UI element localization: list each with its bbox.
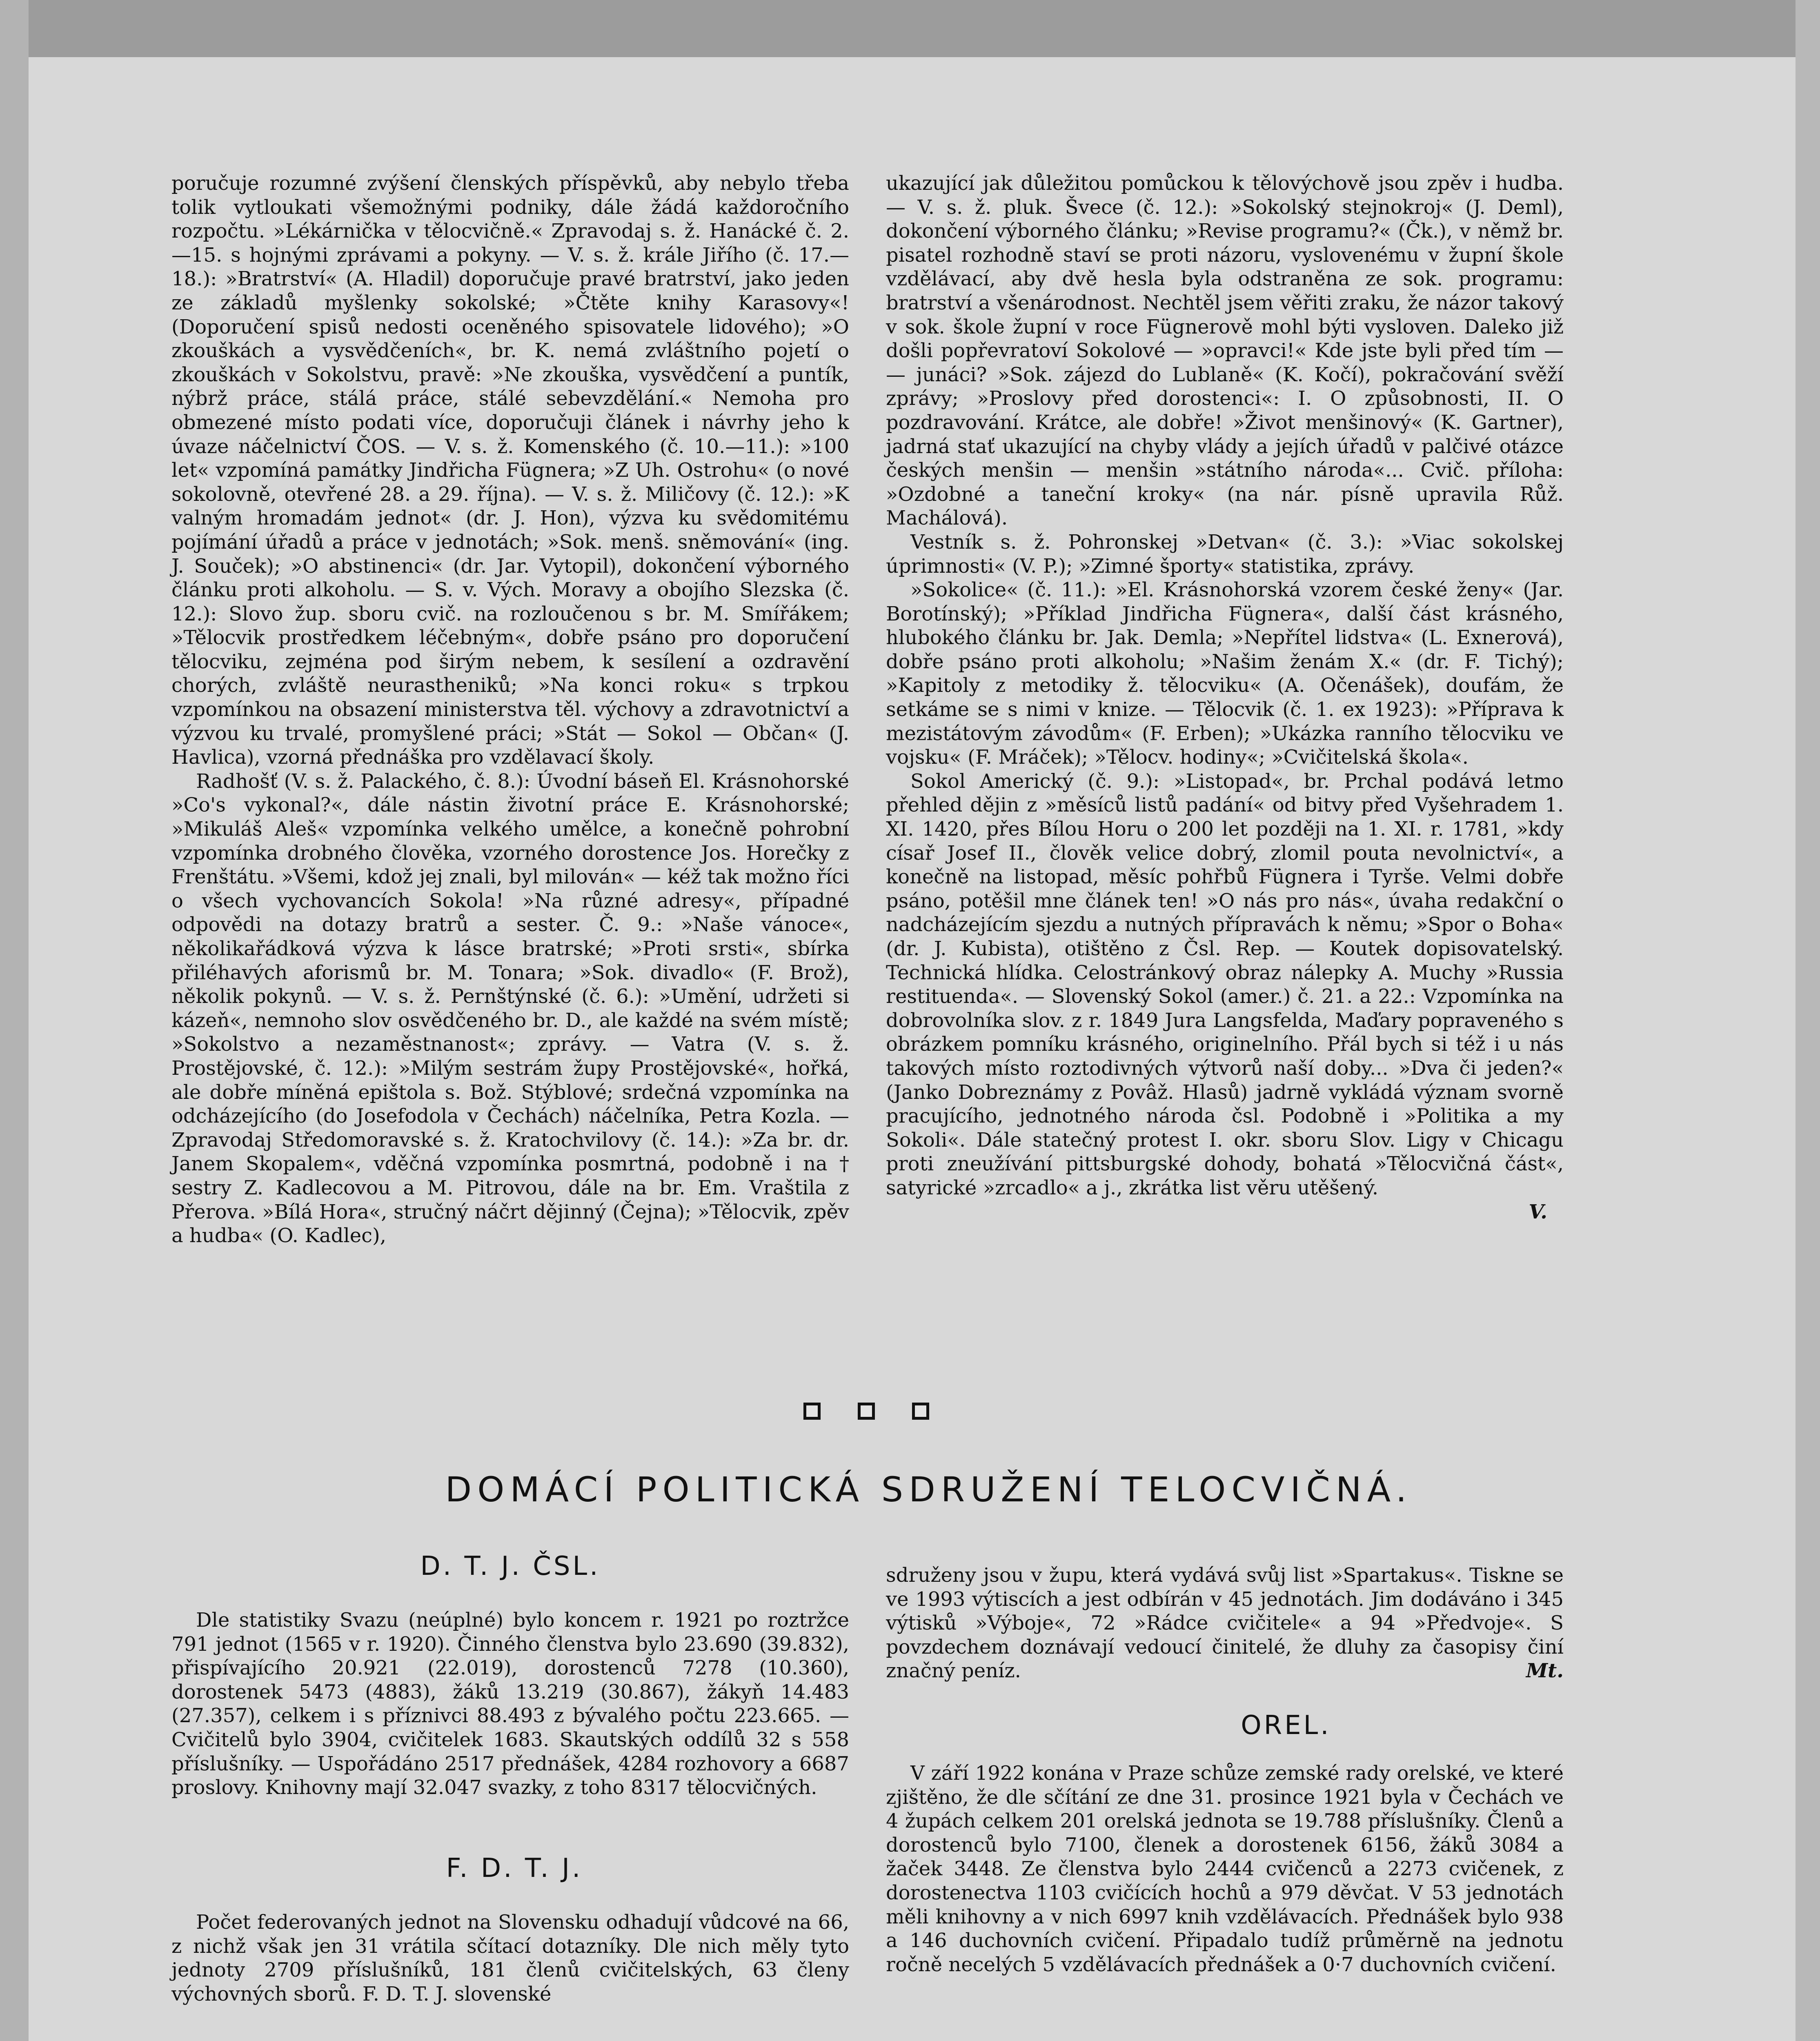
fdtj-article-continued <box>886 1563 1564 1683</box>
scan-left-edge <box>0 0 29 2041</box>
divider-square-icon <box>858 1403 875 1420</box>
dtj-article <box>171 1608 849 1800</box>
divider-square-icon <box>912 1403 929 1420</box>
divider-square-icon <box>803 1403 821 1420</box>
orel-heading: OREL. <box>1241 1710 1331 1741</box>
section-heading: DOMÁCÍ POLITICKÁ SDRUŽENÍ TELOCVIČNÁ. <box>445 1470 1413 1510</box>
right-paragraph-2: Vestník s. ž. Pohronskej »Detvan« (č. 3.): »Viac sokolskej úprimnosti« (V. P.); »Zimné športy« statistika, zprávy. <box>886 530 1564 578</box>
orel-article <box>886 1761 1564 1977</box>
fdtj-article <box>171 1910 849 2006</box>
left-paragraph-2: Radhošť (V. s. ž. Palackého, č. 8.): Úvodní báseň El. Krásnohorské »Co's vykonal?«, dále nástin životní práce E. Krásnohorské; »Mikuláš Aleš« vzpomínka velkého umělce, a konečně pohrobní vzpomínka drobného člověka, vzorného dorostence Jos. Horečky z Frenštátu. »Všemi, kdož jej znali, byl milován« — kéž tak možno říci o všech vychovancích Sokola! »Na různé adresy«, případné odpovědi na dotazy bratrů a sester. Č. 9.: »Naše vánoce«, několikařádková výzva k lásce bratrské; »Proti srsti«, sbírka přiléhavých aforismů br. M. Tonara; »Sok. divadlo« (F. Brož), několik pokynů. — V. s. ž. Pernštýnské (č. 6.): »Umění, udržeti si kázeň«, nemnoho slov osvědčeného br. D., ale každé na svém místě; »Sokolstvo a nezaměstnanost«; zprávy. — Vatra (V. s. ž. Prostějovské, č. 12.): »Milým sestrám župy Prostějovské«, hořká, ale dobře míněná epištola s. Bož. Stýblové; srdečná vzpomínka na odcházejícího (do Josefodola v Čechách) náčelníka, Petra Kozla. — Zpravodaj Středomoravské s. ž. Kratochvilovy (č. 14.): »Za br. dr. Janem Skopalem«, vděčná vzpomínka posmrtná, podobně i na † sestry Z. Kadlecovou a M. Pitrovou, dále na br. Em. Vraštila z Přerova. »Bílá Hora«, stručný náčrt dějinný (Čejna); »Tělocvik, zpěv a hudba« (O. Kadlec), <box>171 769 849 1247</box>
fdtj-signature: Mt. <box>1526 1659 1564 1683</box>
fdtj-heading: F. D. T. J. <box>446 1853 583 1883</box>
left-paragraph-1: poručuje rozumné zvýšení členských příspěvků, aby nebylo třeba tolik vytloukati všemožnými podniky, dále žádá každoročního rozpočtu. »Lékárnička v tělocvičně.« Zpravodaj s. ž. Hanácké č. 2.—15. s hojnými zprávami a pokyny. — V. s. ž. krále Jiřího (č. 17.—18.): »Bratrství« (A. Hladil) doporučuje pravé bratrství, jako jeden ze základů myšlenky sokolské; »Čtěte knihy Karasovy«! (Doporučení spisů nedosti oceněného spisovatele lidového); »O zkouškách a vysvědčeních«, br. K. nemá zvláštního pojetí o zkouškách v Sokolstvu, pravě: »Ne zkouška, vysvědčení a puntík, nýbrž práce, stálá práce, stálé sebevzdělání.« Nemoha pro obmezené místo podati více, doporučuji článek i návrhy jeho k úvaze náčelnictví ČOS. — V. s. ž. Komenského (č. 10.—11.): »100 let« vzpomíná památky Jindřicha Fügnera; »Z Uh. Ostrohu« (o nové sokolovně, otevřené 28. a 29. října). — V. s. ž. Miličovy (č. 12.): »K valným hromadám jednot« (dr. J. Hon), výzva ku svědomitému pojímání úřadů a práce v jednotách; »Sok. menš. sněmování« (ing. J. Souček); »O abstinenci« (dr. Jar. Vytopil), dokončení výborného článku proti alkoholu. — S. v. Vých. Moravy a obojího Slezska (č. 12.): Slovo žup. sboru cvič. na rozloučenou s br. M. Smířákem; »Tělocvik prostředkem léčebným«, dobře psáno pro doporučení tělocviku, zejména pod širým nebem, k sesílení a ozdravění chorých, zvláště neurastheniků; »Na konci roku« s trpkou vzpomínkou na obsazení ministerstva těl. výchovy a zdravotnictví a výzvou ku trvalé, promyšlené práci; »Stát — Sokol — Občan« (J. Havlica), vzorná přednáška pro vzdělavací školy. <box>171 172 849 769</box>
dtj-heading: D. T. J. ČSL. <box>420 1551 601 1581</box>
right-paragraph-4: Sokol Americký (č. 9.): »Listopad«, br. Prchal podává letmo přehled dějin z »měsíců listů padání« od bitvy před Vyšehradem 1. XI. 1420, přes Bílou Horu o 200 let později na 1. XI. r. 1781, »kdy císař Josef II., člověk velice dobrý, zlomil pouta nevolnictví«, a konečně na listopad, měsíc pohřbů Fügnera i Tyrše. Velmi dobře psáno, potěšil mne článek ten! »O nás pro nás«, úvaha redakční o nadcházejícím sjezdu a nutných přípravách k němu; »Spor o Boha« (dr. J. Kubista), otištěno z Čsl. Rep. — Koutek dopisovatelský. Technická hlídka. Celostránkový obraz nálepky A. Muchy »Russia restituenda«. — Slovenský Sokol (amer.) č. 21. a 22.: Vzpomínka na dobrovolníka slov. z r. 1849 Jura Langsfelda, Maďary popraveného s obrázkem pomníku krásného, originelního. Přál bych si též i u nás takových místo roztodivných výtvorů naší doby... »Dva či jeden?« (Janko Dobreznámy z Povâž. Hlasů) jadrně vykládá význam svorně pracujícího, jednotného národa čsl. Podobně i »Politika a my Sokoli«. Dále statečný protest I. okr. sboru Slov. Ligy v Chicagu proti zneužívání pittsburgské dohody, bohatá »Tělocvičná část«, satyrické »zrcadlo« a j., zkrátka list věru utěšený. <box>886 769 1564 1199</box>
right-paragraph-1: ukazující jak důležitou pomůckou k tělovýchově jsou zpěv i hudba. — V. s. ž. pluk. Švece (č. 12.): »Sokolský stejnokroj« (J. Deml), dokončení výborného článku; »Revise programu?« (Čk.), v němž br. pisatel rozhodně staví se proti názoru, vyslovenému v župní škole vzdělávací, aby dvě hesla byla odstraněna ze sok. programu: bratrství a všenárodnost. Nechtěl jsem věřiti zraku, že názor takový v sok. škole župní v roce Fügnerově mohl býti vysloven. Daleko již došli popřevratoví Sokolové — »opravci!« Kde jste byli před tím — — junáci? »Sok. zájezd do Lublaně« (K. Kočí), pokračování svěží zprávy; »Proslovy před dorostenci«: I. O způsobnosti, II. O pozdravování. Krátce, ale dobře! »Život menšinový« (K. Gartner), jadrná stať ukazující na chyby vlády a jejích úřadů v palčivé otázce českých menšin — menšin »státního národa«... Cvič. příloha: »Ozdobné a taneční kroky« (na nár. písně upravila Růž. Machálová). <box>886 172 1564 530</box>
section-divider <box>803 1403 929 1423</box>
right-paragraph-3: »Sokolice« (č. 11.): »El. Krásnohorská vzorem české ženy« (Jar. Borotínský); »Příklad Jindřicha Fügnera«, další část krásného, hlubokého článku br. Jak. Demla; »Nepřítel lidstva« (L. Exnerová), dobře psáno proti alkoholu; »Našim ženám X.« (dr. F. Tichý); »Kapitoly z metodiky ž. tělocviku« (A. Očenášek), doufám, že setkáme se s nimi v knize. — Tělocvik (č. 1. ex 1923): »Příprava k mezistátovým závodům« (F. Erben); »Ukázka ranního tělocviku ve vojsku« (F. Mráček); »Tělocv. hodiny«; »Cvičitelská škola«. <box>886 578 1564 769</box>
scan-right-edge <box>1796 0 1820 2041</box>
review-signature: V. <box>1529 1200 1547 1223</box>
left-column <box>171 171 849 1248</box>
fdtj-continued-text: sdruženy jsou v župu, která vydává svůj list »Spartakus«. Tiskne se ve 1993 výtiscích a jest odbírán v 45 jednotách. Jim dodáváno i 345 výtisků »Výboje«, 72 »Rádce cvičitele« a 94 »Předvoje«. S povzdechem doznávají vedoucí činitelé, že dluhy za časopisy činí značný peníz. Mt. <box>886 1564 1564 1683</box>
dtj-text: Dle statistiky Svazu (neúplné) bylo koncem r. 1921 po roztržce 791 jednot (1565 v r. 1920). Činného členstva bylo 23.690 (39.832), přispívajícího 20.921 (22.019), dorostenců 7278 (10.360), dorostenek 5473 (4883), žáků 13.219 (30.867), žákyň 14.483 (27.357), celkem i s příznivci 88.493 z bývalého počtu 223.665. — Cvičitelů bylo 3904, cvičitelek 1683. Skautských oddílů 32 s 558 příslušníky. — Uspořádáno 2517 přednášek, 4284 rozhovory a 6687 proslovy. Knihovny mají 32.047 svazky, z toho 8317 tělocvičných. <box>171 1609 849 1799</box>
right-column <box>886 171 1564 1224</box>
fdtj-text: Počet federovaných jednot na Slovensku odhadují vůdcové na 66, z nichž však jen 31 vrátila sčítací dotazníky. Dle nich měly tyto jednoty 2709 příslušníků, 181 členů cvičitelských, 63 členy výchovných sborů. F. D. T. J. slovenské <box>171 1911 849 2005</box>
orel-text: V září 1922 konána v Praze schůze zemské rady orelské, ve které zjištěno, že dle sčítání ze dne 31. prosince 1921 byla v Čechách ve 4 župách celkem 201 orelská jednota se 19.788 příslušníky. Členů a dorostenců bylo 7100, členek a dorostenek 6156, žáků 3084 a žaček 3448. Ze členstva bylo 2444 cvičenců a 2273 cvičenek, z dorostenectva 1103 cvičících hochů a 979 děvčat. V 53 jednotách měli knihovny a v nich 6997 knih vzdělávacích. Přednášek bylo 938 a 146 duchovních cvičení. Připadalo tudíž průměrně na jednotu ročně necelých 5 vzdělávacích přednášek a 0·7 duchovních cvičení. <box>886 1762 1564 1976</box>
